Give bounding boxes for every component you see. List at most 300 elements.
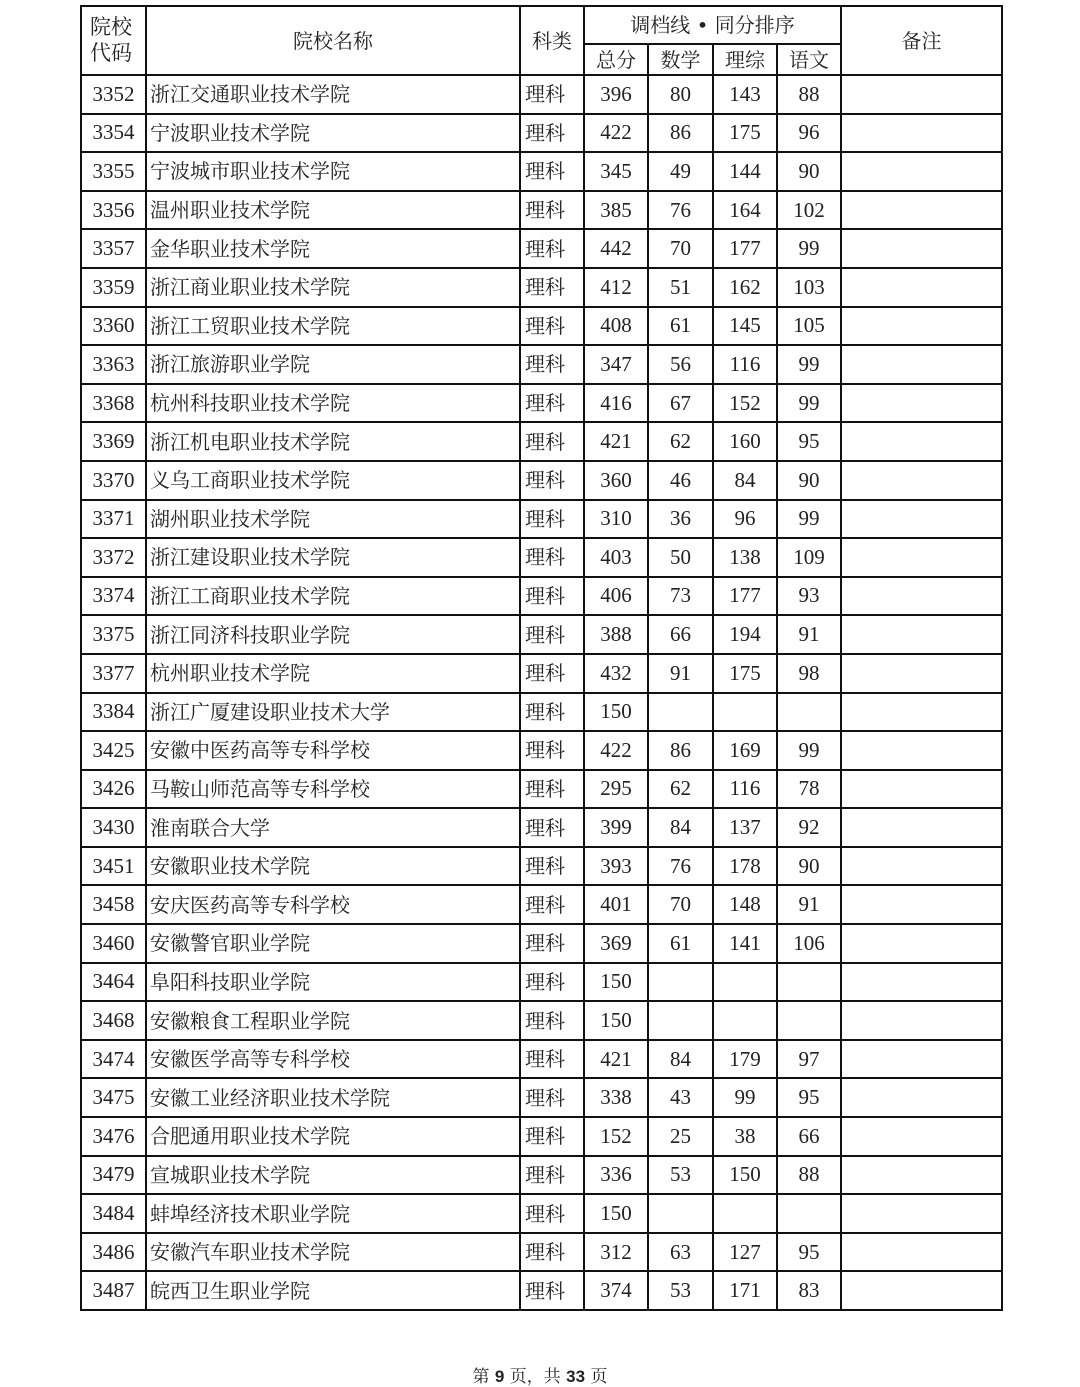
school-code: 3468 (81, 1001, 146, 1040)
math-score: 73 (648, 577, 713, 616)
category: 理科 (520, 191, 584, 230)
school-name: 安徽医学高等专科学校 (146, 1040, 520, 1079)
table-row (81, 384, 1002, 423)
header-category: 科类 (520, 6, 584, 75)
science-score: 177 (713, 577, 777, 616)
school-name: 安徽汽车职业技术学院 (146, 1233, 520, 1272)
header-math: 数学 (648, 44, 713, 75)
science-score: 127 (713, 1233, 777, 1272)
school-code: 3370 (81, 461, 146, 500)
category: 理科 (520, 1040, 584, 1079)
math-score: 63 (648, 1233, 713, 1272)
category: 理科 (520, 808, 584, 847)
school-name: 安徽工业经济职业技术学院 (146, 1078, 520, 1117)
total-score: 312 (584, 1233, 648, 1272)
chinese-score: 98 (777, 654, 841, 693)
table-row (81, 1233, 1002, 1272)
table-row (81, 268, 1002, 307)
remark (841, 538, 1002, 577)
remark (841, 693, 1002, 732)
chinese-score: 106 (777, 924, 841, 963)
current-page: 9 (494, 1367, 505, 1386)
math-score (648, 1001, 713, 1040)
school-name: 浙江同济科技职业学院 (146, 615, 520, 654)
category: 理科 (520, 461, 584, 500)
school-code: 3377 (81, 654, 146, 693)
school-name: 湖州职业技术学院 (146, 500, 520, 539)
remark (841, 229, 1002, 268)
math-score: 86 (648, 114, 713, 153)
header-name: 院校名称 (146, 6, 520, 75)
math-score: 53 (648, 1271, 713, 1310)
science-score: 150 (713, 1156, 777, 1195)
remark (841, 731, 1002, 770)
remark (841, 615, 1002, 654)
total-score: 416 (584, 384, 648, 423)
total-score: 150 (584, 693, 648, 732)
science-score: 177 (713, 229, 777, 268)
category: 理科 (520, 1156, 584, 1195)
school-code: 3355 (81, 152, 146, 191)
table-row (81, 654, 1002, 693)
math-score: 53 (648, 1156, 713, 1195)
school-code: 3426 (81, 770, 146, 809)
school-name: 义乌工商职业技术学院 (146, 461, 520, 500)
remark (841, 654, 1002, 693)
table-row (81, 229, 1002, 268)
table-row (81, 500, 1002, 539)
school-code: 3486 (81, 1233, 146, 1272)
category: 理科 (520, 615, 584, 654)
science-score: 116 (713, 770, 777, 809)
category: 理科 (520, 770, 584, 809)
category: 理科 (520, 1271, 584, 1310)
remark (841, 191, 1002, 230)
chinese-score (777, 1001, 841, 1040)
math-score: 56 (648, 345, 713, 384)
chinese-score: 93 (777, 577, 841, 616)
category: 理科 (520, 1117, 584, 1156)
remark (841, 1117, 1002, 1156)
school-name: 浙江交通职业技术学院 (146, 75, 520, 114)
table-row (81, 152, 1002, 191)
footer-text: 第 (472, 1367, 495, 1387)
science-score: 84 (713, 461, 777, 500)
category: 理科 (520, 268, 584, 307)
math-score: 25 (648, 1117, 713, 1156)
remark (841, 307, 1002, 346)
table-row (81, 885, 1002, 924)
school-name: 宣城职业技术学院 (146, 1156, 520, 1195)
header-total: 总分 (584, 44, 648, 75)
total-score: 338 (584, 1078, 648, 1117)
chinese-score: 99 (777, 500, 841, 539)
total-score: 345 (584, 152, 648, 191)
school-code: 3487 (81, 1271, 146, 1310)
footer-text: 页，共 (504, 1367, 567, 1387)
remark (841, 924, 1002, 963)
school-name: 合肥通用职业技术学院 (146, 1117, 520, 1156)
chinese-score: 95 (777, 422, 841, 461)
category: 理科 (520, 885, 584, 924)
total-score: 150 (584, 1194, 648, 1233)
chinese-score: 95 (777, 1078, 841, 1117)
chinese-score: 90 (777, 847, 841, 886)
school-code: 3372 (81, 538, 146, 577)
table-row (81, 538, 1002, 577)
school-code: 3384 (81, 693, 146, 732)
chinese-score: 99 (777, 345, 841, 384)
remark (841, 1194, 1002, 1233)
remark (841, 345, 1002, 384)
remark (841, 461, 1002, 500)
math-score: 67 (648, 384, 713, 423)
category: 理科 (520, 152, 584, 191)
table-row (81, 1194, 1002, 1233)
table-row (81, 731, 1002, 770)
table-row (81, 1117, 1002, 1156)
science-score: 143 (713, 75, 777, 114)
science-score (713, 693, 777, 732)
science-score: 175 (713, 654, 777, 693)
total-score: 396 (584, 75, 648, 114)
math-score: 80 (648, 75, 713, 114)
chinese-score: 88 (777, 1156, 841, 1195)
category: 理科 (520, 1233, 584, 1272)
total-score: 310 (584, 500, 648, 539)
science-score (713, 963, 777, 1002)
school-code: 3374 (81, 577, 146, 616)
category: 理科 (520, 307, 584, 346)
total-score: 360 (584, 461, 648, 500)
category: 理科 (520, 1078, 584, 1117)
chinese-score: 96 (777, 114, 841, 153)
chinese-score: 90 (777, 152, 841, 191)
remark (841, 268, 1002, 307)
science-score: 164 (713, 191, 777, 230)
school-code: 3368 (81, 384, 146, 423)
table-row (81, 693, 1002, 732)
chinese-score: 66 (777, 1117, 841, 1156)
school-name: 皖西卫生职业学院 (146, 1271, 520, 1310)
remark (841, 152, 1002, 191)
total-score: 393 (584, 847, 648, 886)
math-score: 91 (648, 654, 713, 693)
school-name: 浙江机电职业技术学院 (146, 422, 520, 461)
remark (841, 1271, 1002, 1310)
total-score: 442 (584, 229, 648, 268)
science-score: 148 (713, 885, 777, 924)
school-code: 3371 (81, 500, 146, 539)
category: 理科 (520, 963, 584, 1002)
total-score: 406 (584, 577, 648, 616)
school-name: 浙江工商职业技术学院 (146, 577, 520, 616)
chinese-score: 99 (777, 731, 841, 770)
school-code: 3354 (81, 114, 146, 153)
table-row (81, 75, 1002, 114)
science-score: 138 (713, 538, 777, 577)
school-name: 安庆医药高等专科学校 (146, 885, 520, 924)
category: 理科 (520, 229, 584, 268)
category: 理科 (520, 1194, 584, 1233)
math-score: 50 (648, 538, 713, 577)
category: 理科 (520, 422, 584, 461)
total-score: 347 (584, 345, 648, 384)
total-score: 422 (584, 114, 648, 153)
math-score: 51 (648, 268, 713, 307)
remark (841, 808, 1002, 847)
remark (841, 1078, 1002, 1117)
math-score: 61 (648, 924, 713, 963)
category: 理科 (520, 577, 584, 616)
school-name: 浙江工贸职业技术学院 (146, 307, 520, 346)
table-row (81, 422, 1002, 461)
math-score: 62 (648, 770, 713, 809)
chinese-score: 105 (777, 307, 841, 346)
remark (841, 885, 1002, 924)
total-score: 399 (584, 808, 648, 847)
table-row (81, 924, 1002, 963)
remark (841, 1233, 1002, 1272)
chinese-score: 90 (777, 461, 841, 500)
chinese-score (777, 693, 841, 732)
school-code: 3359 (81, 268, 146, 307)
total-score: 336 (584, 1156, 648, 1195)
math-score: 84 (648, 808, 713, 847)
table-row (81, 963, 1002, 1002)
remark (841, 384, 1002, 423)
remark (841, 422, 1002, 461)
school-code: 3451 (81, 847, 146, 886)
school-name: 金华职业技术学院 (146, 229, 520, 268)
math-score: 76 (648, 847, 713, 886)
chinese-score (777, 1194, 841, 1233)
school-name: 温州职业技术学院 (146, 191, 520, 230)
total-score: 150 (584, 963, 648, 1002)
total-score: 388 (584, 615, 648, 654)
math-score: 36 (648, 500, 713, 539)
table-row (81, 1156, 1002, 1195)
table-row (81, 808, 1002, 847)
science-score: 38 (713, 1117, 777, 1156)
science-score: 178 (713, 847, 777, 886)
math-score: 84 (648, 1040, 713, 1079)
school-code: 3464 (81, 963, 146, 1002)
science-score: 152 (713, 384, 777, 423)
school-code: 3458 (81, 885, 146, 924)
remark (841, 500, 1002, 539)
school-code: 3360 (81, 307, 146, 346)
category: 理科 (520, 847, 584, 886)
chinese-score: 97 (777, 1040, 841, 1079)
category: 理科 (520, 384, 584, 423)
total-score: 374 (584, 1271, 648, 1310)
footer-text: 页 (585, 1367, 608, 1387)
school-name: 安徽中医药高等专科学校 (146, 731, 520, 770)
table-row (81, 770, 1002, 809)
header-chinese: 语文 (777, 44, 841, 75)
table-row (81, 345, 1002, 384)
remark (841, 847, 1002, 886)
table-row (81, 1001, 1002, 1040)
category: 理科 (520, 114, 584, 153)
total-pages: 33 (566, 1367, 586, 1386)
math-score: 49 (648, 152, 713, 191)
science-score (713, 1001, 777, 1040)
school-name: 杭州职业技术学院 (146, 654, 520, 693)
header-score-group: 调档线 • 同分排序 (584, 6, 841, 44)
school-name: 浙江商业职业技术学院 (146, 268, 520, 307)
table-row (81, 1271, 1002, 1310)
table-row (81, 114, 1002, 153)
science-score: 137 (713, 808, 777, 847)
page-footer (0, 1362, 1080, 1387)
school-name: 宁波城市职业技术学院 (146, 152, 520, 191)
total-score: 421 (584, 422, 648, 461)
school-code: 3357 (81, 229, 146, 268)
chinese-score: 91 (777, 615, 841, 654)
math-score: 62 (648, 422, 713, 461)
header-code: 院校代码 (81, 6, 146, 75)
math-score: 76 (648, 191, 713, 230)
math-score: 70 (648, 229, 713, 268)
math-score: 43 (648, 1078, 713, 1117)
chinese-score: 92 (777, 808, 841, 847)
science-score: 162 (713, 268, 777, 307)
total-score: 412 (584, 268, 648, 307)
science-score: 145 (713, 307, 777, 346)
admission-score-table (80, 5, 1003, 1311)
school-name: 蚌埠经济技术职业学院 (146, 1194, 520, 1233)
remark (841, 75, 1002, 114)
table-row (81, 307, 1002, 346)
school-name: 阜阳科技职业学院 (146, 963, 520, 1002)
math-score: 86 (648, 731, 713, 770)
total-score: 401 (584, 885, 648, 924)
table-row (81, 577, 1002, 616)
science-score: 194 (713, 615, 777, 654)
chinese-score: 88 (777, 75, 841, 114)
science-score: 116 (713, 345, 777, 384)
school-name: 杭州科技职业技术学院 (146, 384, 520, 423)
category: 理科 (520, 693, 584, 732)
chinese-score: 102 (777, 191, 841, 230)
school-code: 3476 (81, 1117, 146, 1156)
remark (841, 114, 1002, 153)
school-name: 马鞍山师范高等专科学校 (146, 770, 520, 809)
science-score: 160 (713, 422, 777, 461)
category: 理科 (520, 731, 584, 770)
category: 理科 (520, 1001, 584, 1040)
school-code: 3484 (81, 1194, 146, 1233)
table-row (81, 191, 1002, 230)
table-row (81, 461, 1002, 500)
table-row (81, 615, 1002, 654)
category: 理科 (520, 924, 584, 963)
chinese-score (777, 963, 841, 1002)
total-score: 421 (584, 1040, 648, 1079)
total-score: 422 (584, 731, 648, 770)
school-name: 浙江旅游职业学院 (146, 345, 520, 384)
math-score: 61 (648, 307, 713, 346)
school-code: 3479 (81, 1156, 146, 1195)
math-score: 66 (648, 615, 713, 654)
math-score (648, 963, 713, 1002)
table-row (81, 1078, 1002, 1117)
school-name: 安徽粮食工程职业学院 (146, 1001, 520, 1040)
header-science: 理综 (713, 44, 777, 75)
total-score: 385 (584, 191, 648, 230)
category: 理科 (520, 500, 584, 539)
category: 理科 (520, 75, 584, 114)
chinese-score: 78 (777, 770, 841, 809)
remark (841, 1040, 1002, 1079)
chinese-score: 99 (777, 229, 841, 268)
school-code: 3375 (81, 615, 146, 654)
math-score (648, 693, 713, 732)
school-name: 安徽职业技术学院 (146, 847, 520, 886)
school-code: 3475 (81, 1078, 146, 1117)
science-score: 141 (713, 924, 777, 963)
school-code: 3430 (81, 808, 146, 847)
math-score: 46 (648, 461, 713, 500)
school-code: 3352 (81, 75, 146, 114)
school-name: 浙江广厦建设职业技术大学 (146, 693, 520, 732)
school-code: 3356 (81, 191, 146, 230)
science-score: 144 (713, 152, 777, 191)
total-score: 295 (584, 770, 648, 809)
school-name: 淮南联合大学 (146, 808, 520, 847)
school-code: 3363 (81, 345, 146, 384)
school-code: 3474 (81, 1040, 146, 1079)
science-score: 171 (713, 1271, 777, 1310)
chinese-score: 109 (777, 538, 841, 577)
category: 理科 (520, 654, 584, 693)
chinese-score: 99 (777, 384, 841, 423)
math-score: 70 (648, 885, 713, 924)
table-row (81, 847, 1002, 886)
total-score: 369 (584, 924, 648, 963)
science-score: 96 (713, 500, 777, 539)
science-score: 175 (713, 114, 777, 153)
total-score: 432 (584, 654, 648, 693)
chinese-score: 95 (777, 1233, 841, 1272)
category: 理科 (520, 345, 584, 384)
total-score: 403 (584, 538, 648, 577)
chinese-score: 91 (777, 885, 841, 924)
school-code: 3369 (81, 422, 146, 461)
table-row (81, 1040, 1002, 1079)
remark (841, 1156, 1002, 1195)
header-remark: 备注 (841, 6, 1002, 75)
total-score: 150 (584, 1001, 648, 1040)
school-code: 3460 (81, 924, 146, 963)
remark (841, 1001, 1002, 1040)
science-score: 99 (713, 1078, 777, 1117)
chinese-score: 83 (777, 1271, 841, 1310)
remark (841, 963, 1002, 1002)
remark (841, 577, 1002, 616)
school-name: 宁波职业技术学院 (146, 114, 520, 153)
school-name: 安徽警官职业学院 (146, 924, 520, 963)
science-score: 169 (713, 731, 777, 770)
remark (841, 770, 1002, 809)
school-name: 浙江建设职业技术学院 (146, 538, 520, 577)
school-code: 3425 (81, 731, 146, 770)
science-score (713, 1194, 777, 1233)
science-score: 179 (713, 1040, 777, 1079)
math-score (648, 1194, 713, 1233)
